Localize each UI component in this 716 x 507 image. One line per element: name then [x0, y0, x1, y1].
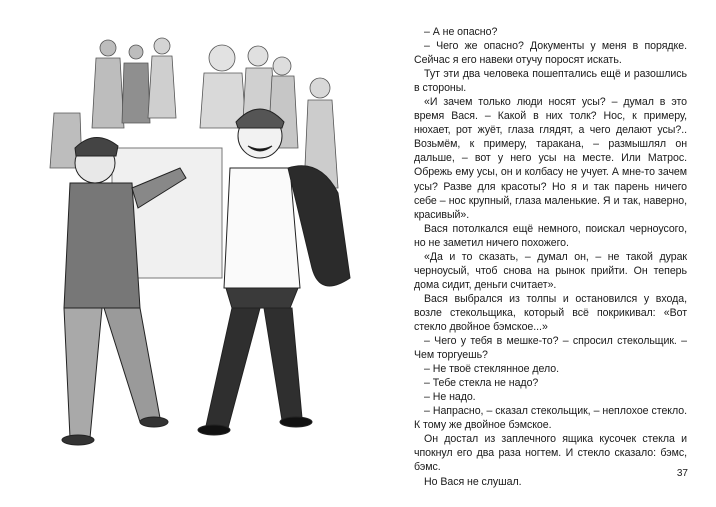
paragraph: Он достал из заплечного ящика кусочек стекла и чпокнул его два раза ногтем. И стекло сказало: бэмс, бэмс. — [414, 433, 687, 474]
paragraph: – Напрасно, – сказал стекольщик, – неплохое стекло. К тому же двойное бэмское. — [414, 405, 687, 432]
paragraph: Но Вася не слушал. — [424, 475, 522, 488]
paragraph: – Тебе стекла не надо? — [424, 377, 539, 390]
paragraph: – Чего же опасно? Документы у меня в порядке. Сейчас я его навеки отучу поросят искать. — [414, 40, 687, 67]
glazier-figure — [62, 137, 222, 445]
paragraph: Вася выбрался из толпы и остановился у входа, возле стекольщика, который всё покрикивал: «Вот стекло двойное бэмское...» — [414, 292, 687, 333]
paragraph: – Не надо. — [424, 391, 476, 404]
paragraph: Тут эти два человека пошептались ещё и разошлись в стороны. — [414, 68, 687, 95]
paragraph: «И зачем только люди носят усы? – думал в это время Вася. – Какой в них толк? Нос, к примеру, нюхает, рот жуёт, глаза глядят, а чего делают усы?.. Возьмём, к примеру, таракана, – размышлял он дальше, – вот у него усы на месте. Или Матрос. Обрежь ему усы, он и колбасу не учует. А мне-то зачем усы? Разве для красоты? Но я и так парень ничего себе – нос крупный, глаза маленькие. Я и так, наверно, красивый». — [414, 96, 687, 221]
paragraph: «Да и то сказать, – думал он, – не такой дурак черноусый, чтоб снова на рынок прийти. Он теперь дома сидит, деньги считает». — [414, 250, 687, 291]
text-column — [414, 25, 687, 489]
page-number: 37 — [676, 468, 688, 479]
paragraph: – Не твоё стеклянное дело. — [424, 363, 559, 376]
paragraph: – А не опасно? — [424, 26, 498, 38]
illustration — [20, 18, 375, 448]
paragraph: Вася потолкался ещё немного, поискал черноусого, но не заметил ничего похожего. — [414, 222, 687, 249]
paragraph: – Чего у тебя в мешке-то? – спросил стекольщик. – Чем торгуешь? — [414, 335, 687, 362]
